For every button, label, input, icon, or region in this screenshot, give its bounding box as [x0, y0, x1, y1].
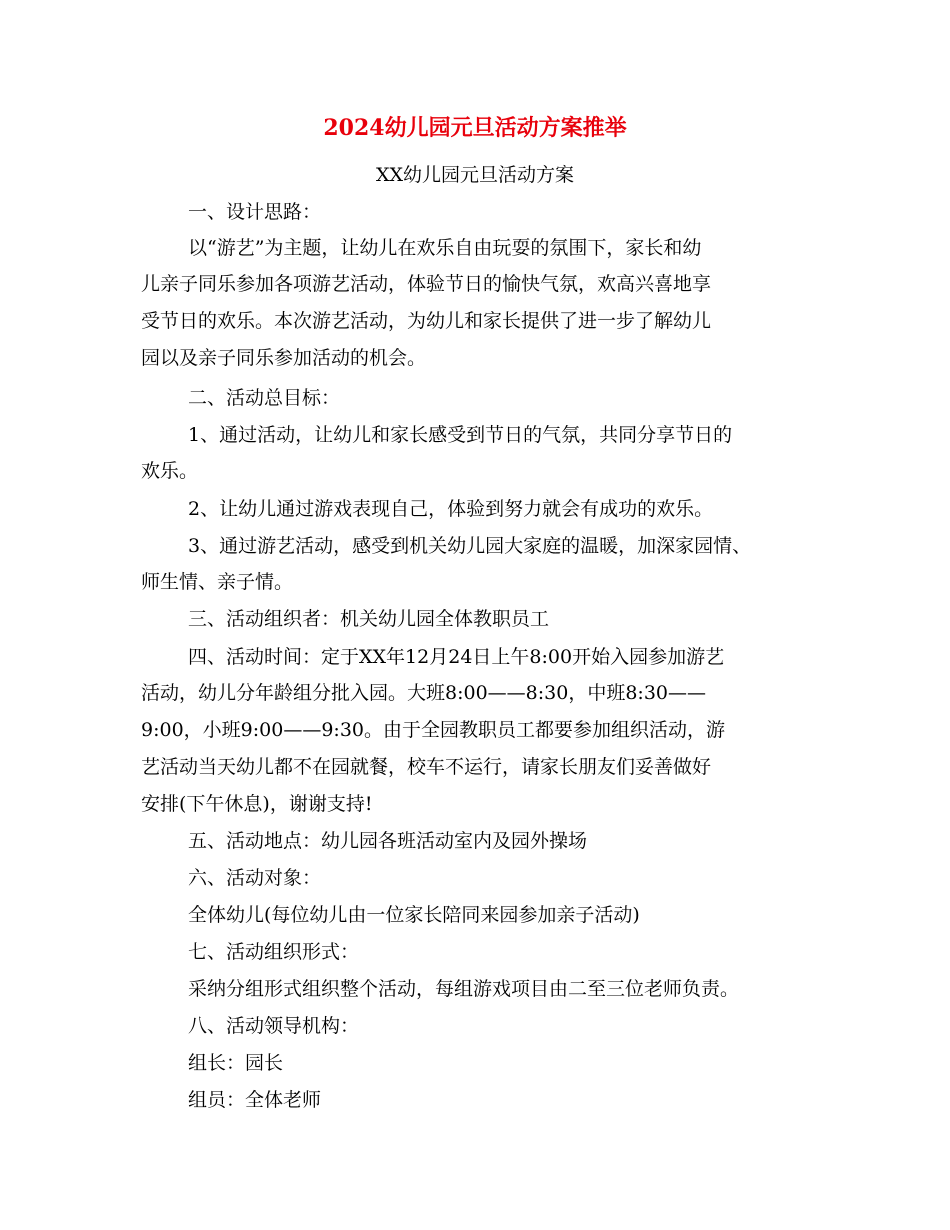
paragraph-line: 组长：园长: [188, 1052, 284, 1074]
paragraph-line: 9:00，小班9:00——9:30。由于全园教职员工都要参加组织活动，游: [141, 719, 726, 741]
section-heading-location: 五、活动地点：幼儿园各班活动室内及园外操场: [188, 830, 588, 852]
paragraph-line: 2、让幼儿通过游戏表现自己，体验到努力就会有成功的欢乐。: [188, 498, 714, 520]
paragraph-line: 采纳分组形式组织整个活动，每组游戏项目由二至三位老师负责。: [188, 978, 740, 1000]
section-heading-organizer: 三、活动组织者：机关幼儿园全体教职员工: [188, 608, 550, 630]
section-heading-goals: 二、活动总目标：: [188, 387, 341, 409]
paragraph-line: 1、通过活动，让幼儿和家长感受到节日的气氛，共同分享节日的: [188, 424, 733, 446]
section-heading-leadership: 八、活动领导机构：: [188, 1015, 360, 1037]
paragraph-line: 活动，幼儿分年龄组分批入园。大班8:00——8:30，中班8:30——: [141, 682, 707, 704]
section-heading-audience: 六、活动对象：: [188, 867, 322, 889]
paragraph-line: 园以及亲子同乐参加活动的机会。: [141, 347, 427, 369]
paragraph-line: 欢乐。: [141, 460, 199, 482]
document-subtitle: XX幼儿园元旦活动方案: [375, 164, 575, 186]
paragraph-line: 组员：全体老师: [188, 1089, 322, 1111]
paragraph-line: 师生情、亲子情。: [141, 571, 294, 593]
section-heading-time: 四、活动时间：定于XX年12月24日上午8:00开始入园参加游艺: [188, 646, 725, 668]
paragraph-line: 安排(下午休息)，谢谢支持!: [141, 793, 373, 815]
paragraph-line: 儿亲子同乐参加各项游艺活动，体验节日的愉快气氛，欢高兴喜地享: [141, 273, 712, 295]
paragraph-line: 艺活动当天幼儿都不在园就餐，校车不运行，请家长朋友们妥善做好: [141, 756, 712, 778]
document-title: 2024幼儿园元旦活动方案推举: [323, 115, 627, 141]
paragraph-line: 3、通过游艺活动，感受到机关幼儿园大家庭的温暖，加深家园情、: [188, 535, 752, 557]
paragraph-line: 全体幼儿(每位幼儿由一位家长陪同来园参加亲子活动): [188, 904, 640, 926]
section-heading-format: 七、活动组织形式：: [188, 941, 360, 963]
paragraph-line: 以“游艺”为主题，让幼儿在欢乐自由玩耍的氛围下，家长和幼: [188, 237, 702, 259]
paragraph-line: 受节日的欢乐。本次游艺活动，为幼儿和家长提供了进一步了解幼儿: [141, 310, 712, 332]
section-heading-design: 一、设计思路：: [188, 201, 322, 223]
